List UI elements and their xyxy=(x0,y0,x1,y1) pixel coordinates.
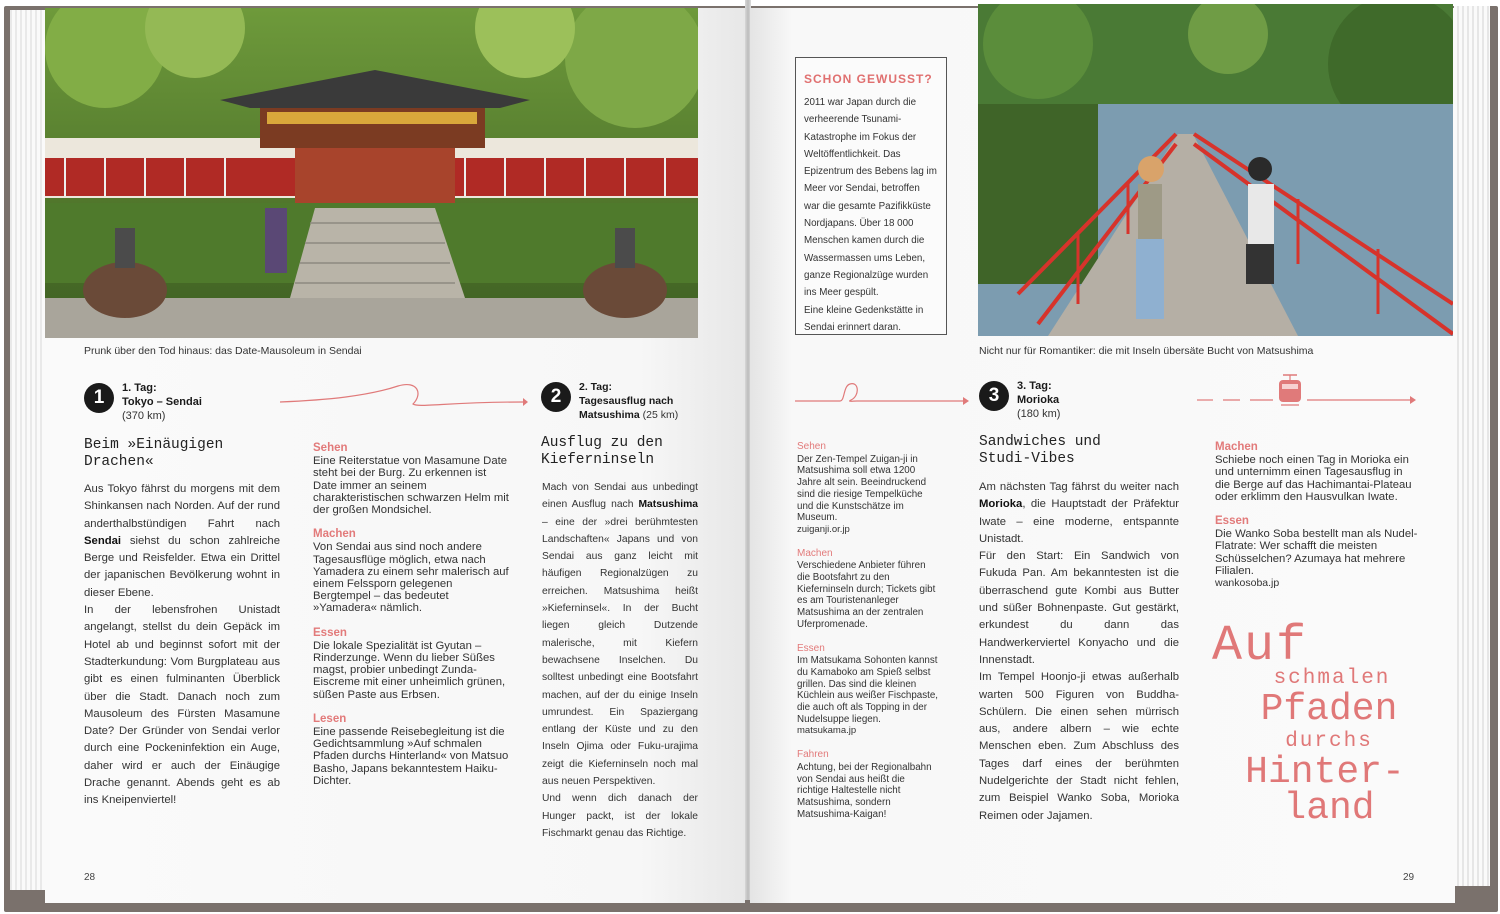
day-3-header xyxy=(979,379,1060,421)
info-box-schon-gewusst xyxy=(795,57,947,335)
day-number-badge: 2 xyxy=(541,382,571,412)
day-route: Morioka xyxy=(1017,394,1060,406)
day-1-tips xyxy=(313,442,513,799)
poster-title: Auf schmalen Pfaden durchs Hinter- land xyxy=(1212,618,1405,830)
tip-fahren: Fahren Achtung, bei der Regionalbahn von Sendai aus heißt die richtige Haltestelle nicht Matsushima, sondern Matsushima-Kaigan! xyxy=(797,749,932,820)
day-number-badge: 3 xyxy=(979,381,1009,411)
tip-sehen: Sehen Eine Reiterstatue von Masamune Date steht bei der Burg. Zu erkennen ist Date immer an seinem charakteristischen schwarzen Helm mit der großen Mondsichel. xyxy=(313,442,509,517)
day-3-body: Am nächsten Tag fährst du weiter nach Morioka, die Hauptstadt der Präfektur Iwate – eine moderne, entspannte Unistadt. Für den Start: Ein Sandwich von Fukuda Pan. Am bekanntesten ist die überraschend gute Kombi aus Butter und süßer Bohnenpaste. Gut gestärkt, erkundest du dann das Handwerkerviertel Konyacho und die Innenstadt. Im Tempel Hoonjo-ji etwas außerhalb warten 500 Figuren von Buddha-Schülern. Die einen sehen mürrisch aus, andere albern – wie echte Menschen eben. Zum Abschluss des Tages darf eines der berühmten Nudelgerichte der Stadt nicht fehlen, zum Beispiel Wanko Soba, Morioka Reimen oder Jajamen. xyxy=(979,481,1179,822)
tip-machen: Machen Von Sendai aus sind noch andere Tagesausflüge möglich, etwa nach Yamadera zu einem sehr malerisch auf einem Felssporn gelegenen Bergtempel – das bedeutet »Yamadera« nämlich. xyxy=(313,528,509,615)
train-icon xyxy=(1279,375,1301,405)
day-label: 1. Tag: xyxy=(122,382,157,394)
squiggle-arrow-icon xyxy=(278,380,528,414)
tip-essen: Essen Im Matsukama Sohonten kannst du Kamaboko am Spieß selbst grillen. Das sind die kleinen Küchlein aus weißer Fischpaste, die auch oft als Topping in der Nudelsuppe liegen. matsukama.jp xyxy=(797,642,939,737)
day-label: 2. Tag: xyxy=(579,381,613,393)
day-2-headline: Ausflug zu den Kieferninseln xyxy=(541,435,663,468)
day-1-body: Aus Tokyo fährst du morgens mit dem Shinkansen nach Norden. Auf der rund anderthalbstündigen Fahrt nach Sendai siehst du schon zahlreiche Berge und Reisfelder. Etwa ein Drittel der japanischen Bevölkerung wohnt in dieser Ebene. In der lebensfrohen Unistadt angelangt, stellst du dein Gepäck im Hotel ab und beginnst sofort mit der Stadterkundung: Vom Burgplateau aus gibt es einen fulminanten Überblick über die Stadt. Danach noch zum Mausoleum des Fürsten Masamune Date? Der Gründer von Sendai verlor durch eine Pockeninfektion ein Auge, daher wird er auch der Einäugige Drache genannt. Abends geht es ab ins Kneipenviertel! xyxy=(84,483,280,807)
loop-arrow-icon xyxy=(795,380,970,410)
day-route: Tagesausflug nach Matsushima xyxy=(579,395,674,421)
link-zuiganji[interactable]: zuiganji.or.jp xyxy=(797,523,850,535)
day-distance: (25 km) xyxy=(642,409,679,421)
photo-date-mausoleum xyxy=(45,8,698,338)
day-distance: (180 km) xyxy=(1017,408,1061,420)
page-stack-left xyxy=(10,10,46,890)
day-3-tips xyxy=(1215,441,1420,601)
info-box-title: SCHON GEWUSST? xyxy=(804,72,933,86)
train-route-icon xyxy=(1195,372,1417,408)
photo-caption-left: Prunk über den Tod hinaus: das Date-Mausoleum in Sendai xyxy=(84,345,362,357)
tip-essen: Essen Die Wanko Soba bestellt man als Nudel-Flatrate: Wer schafft die meisten Schüsselchen? Azumaya hat mehrere Filialen. wankosoba.jp xyxy=(1215,515,1420,589)
tip-machen: Machen Verschiedene Anbieter führen die Bootsfahrt zu den Kieferninseln durch; Tickets gibt es am Touristenanleger Matsushima an der zentralen Uferpromenade. xyxy=(797,547,936,630)
tip-sehen: Sehen Der Zen-Tempel Zuigan-ji in Matsushima soll etwa 1200 Jahre alt sein. Beeindruckend sind die riesige Tempelküche und die Kunstschätze im Museum. zuiganji.or.jp xyxy=(797,441,939,536)
day-2-header xyxy=(541,380,689,422)
day-label: 3. Tag: xyxy=(1017,380,1052,392)
day-2-body: Mach von Sendai aus unbedingt einen Ausflug nach Matsushima – eine der »drei berühmtesten Landschaften« Japans und von Sendai aus ganz leicht mit häufigen Regionalzügen zu erreichen. Matsushima heißt »Kieferninsel«. In der Bucht liegen gleich Dutzende malerische, mit Kiefern bewachsene Inselchen. Du solltest unbedingt eine Bootsfahrt machen, auf der du einige Inseln umrundest. Ein Spaziergang entlang der Küste und zu den Inseln Ojima oder Fuku-urajima zeigt die Kieferninseln noch mal aus neuen Perspektiven. Und wenn dich danach der Hunger packt, ist der lokale Fischmarkt genau das Richtige. xyxy=(542,482,698,839)
day-route: Tokyo – Sendai xyxy=(122,396,202,408)
page-number-left: 28 xyxy=(84,872,96,883)
day-distance: (370 km) xyxy=(122,410,166,422)
day-1-header xyxy=(84,381,202,423)
page-number-right: 29 xyxy=(1403,872,1415,883)
tip-lesen: Lesen Eine passende Reisebegleitung ist die Gedichtsammlung »Auf schmalen Pfaden durchs Hinterland« von Matsuo Basho, Japans bekanntestem Haiku-Dichter. xyxy=(313,712,509,787)
tip-machen: Machen Schiebe noch einen Tag in Morioka ein und unternimm einen Tagesausflug in die Berge auf das Hachimantai-Plateau oder erklimm den Hausvulkan Iwate. xyxy=(1215,441,1412,503)
info-box-text: 2011 war Japan durch die verheerende Tsunami-Katastrophe im Fokus der Weltöffentlichkeit. Das Epizentrum des Bebens lag im Meer vor Sendai, betroffen war die gesamte Pazifikküste Nordjapans. Über 18 000 Menschen kamen durch die Wassermassen ums Leben, ganze Regionalzüge wurden ins Meer gespült. xyxy=(804,97,937,299)
photo-caption-right: Nicht nur für Romantiker: die mit Inseln übersäte Bucht von Matsushima xyxy=(979,345,1314,357)
page-stack-right xyxy=(1454,6,1490,886)
link-matsukama[interactable]: matsukama.jp xyxy=(797,725,857,737)
info-box-text-2: Eine kleine Gedenkstätte in Sendai erinnert daran. xyxy=(804,304,924,333)
day-1-headline: Beim »Einäugigen Drachen« xyxy=(84,437,224,470)
day-2-tips xyxy=(797,441,939,832)
day-3-headline: Sandwiches und Studi-Vibes xyxy=(979,434,1101,467)
link-wankosoba[interactable]: wankosoba.jp xyxy=(1215,577,1280,590)
photo-matsushima-bridge xyxy=(978,4,1453,336)
tip-essen: Essen Die lokale Spezialität ist Gyutan – Rinderzunge. Wenn du lieber Süßes magst, probier unbedingt Zunda-Eiscreme mit einer unheimlich grünen, süßen Paste aus Erbsen. xyxy=(313,626,506,701)
day-number-badge: 1 xyxy=(84,383,114,413)
